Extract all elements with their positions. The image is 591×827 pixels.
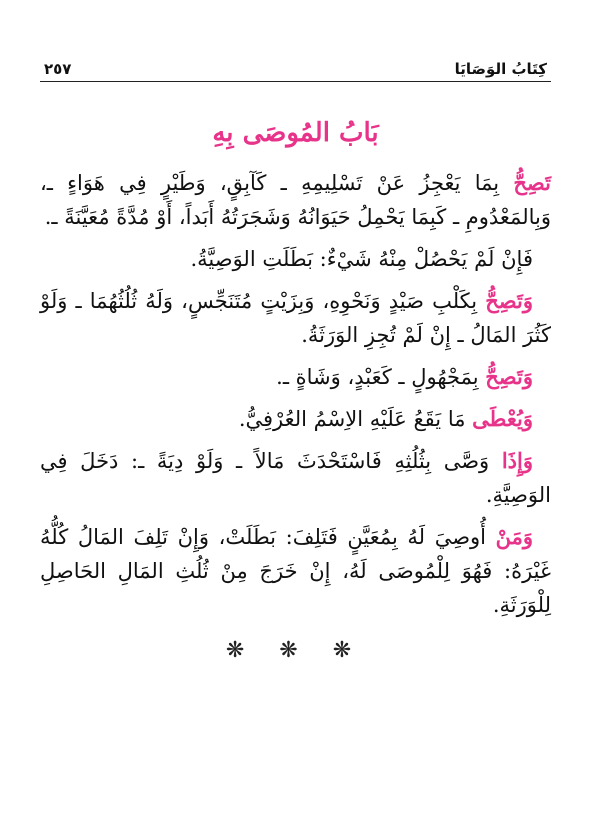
paragraph <box>40 242 551 276</box>
paragraph-lead: تَصِحُّ <box>513 170 551 195</box>
paragraph-text: مَا يَقَعُ عَلَيْهِ الاِسْمُ العُرْفِيُّ. <box>238 407 473 431</box>
paragraph <box>40 166 551 234</box>
paragraph-text: فَإِنْ لَمْ يَحْصُلْ مِنْهُ شَيْءٌ: بَطَلَتِ الوَصِيَّةُ. <box>190 247 533 271</box>
body-text <box>40 166 551 622</box>
section-end-ornament: ❋ ❋ ❋ <box>225 638 366 663</box>
paragraph <box>40 444 551 512</box>
book-page <box>40 52 551 792</box>
running-header <box>40 52 551 82</box>
paragraph-text: أُوصِيَ لَهُ بِمُعَيَّنٍ فَتَلِفَ: بَطَلَتْ، وَإِنْ تَلِفَ المَالُ كُلُّهُ غَيْرَهُ: فَهُوَ لِلْمُوصَى لَهُ، إِنْ خَرَجَ مِنْ ثُلُثِ المَالِ الحَاصِلِ لِلْوَرَثَةِ. <box>40 525 551 617</box>
paragraph-text: بِكَلْبِ صَيْدٍ وَنَحْوِهِ، وَبِزَيْتٍ مُتَنَجِّسٍ، وَلَهُ ثُلُثُهُمَا ـ وَلَوْ كَثُرَ المَالُ ـ إِنْ لَمْ تُجِزِ الوَرَثَةُ. <box>40 289 551 347</box>
paragraph <box>40 402 551 436</box>
book-title: كِتَابُ الوَصَايَا <box>454 60 547 78</box>
paragraph <box>40 284 551 352</box>
paragraph-lead: وَإِذَا <box>501 448 533 473</box>
paragraph <box>40 360 551 394</box>
chapter-title: بَابُ المُوصَى بِهِ <box>212 118 379 148</box>
paragraph-lead: وَيُعْطَى <box>472 406 533 431</box>
paragraph-text: وَصَّى بِثُلُثِهِ فَاسْتَحْدَثَ مَالاً ـ وَلَوْ دِيَةً ـ: دَخَلَ فِي الوَصِيَّةِ. <box>40 449 551 507</box>
paragraph-lead: وَمَنْ <box>495 524 533 549</box>
paragraph-lead: وَتَصِحُّ <box>485 288 533 313</box>
page-number: ٢٥٧ <box>44 60 72 78</box>
paragraph-text: بِمَا يَعْجِزُ عَنْ تَسْلِيمِهِ ـ كَآبِقٍ، وَطَيْرٍ فِي هَوَاءٍ ـ، وَبِالمَعْدُومِ ـ كَبِمَا يَحْمِلُ حَيَوَانُهُ وَشَجَرَتُهُ أَبَداً، أَوْ مُدَّةً مُعَيَّنَةً ـ. <box>40 171 551 229</box>
paragraph <box>40 520 551 622</box>
paragraph-lead: وَتَصِحُّ <box>485 364 533 389</box>
paragraph-text: بِمَجْهُولٍ ـ كَعَبْدٍ، وَشَاةٍ ـ. <box>276 365 486 389</box>
